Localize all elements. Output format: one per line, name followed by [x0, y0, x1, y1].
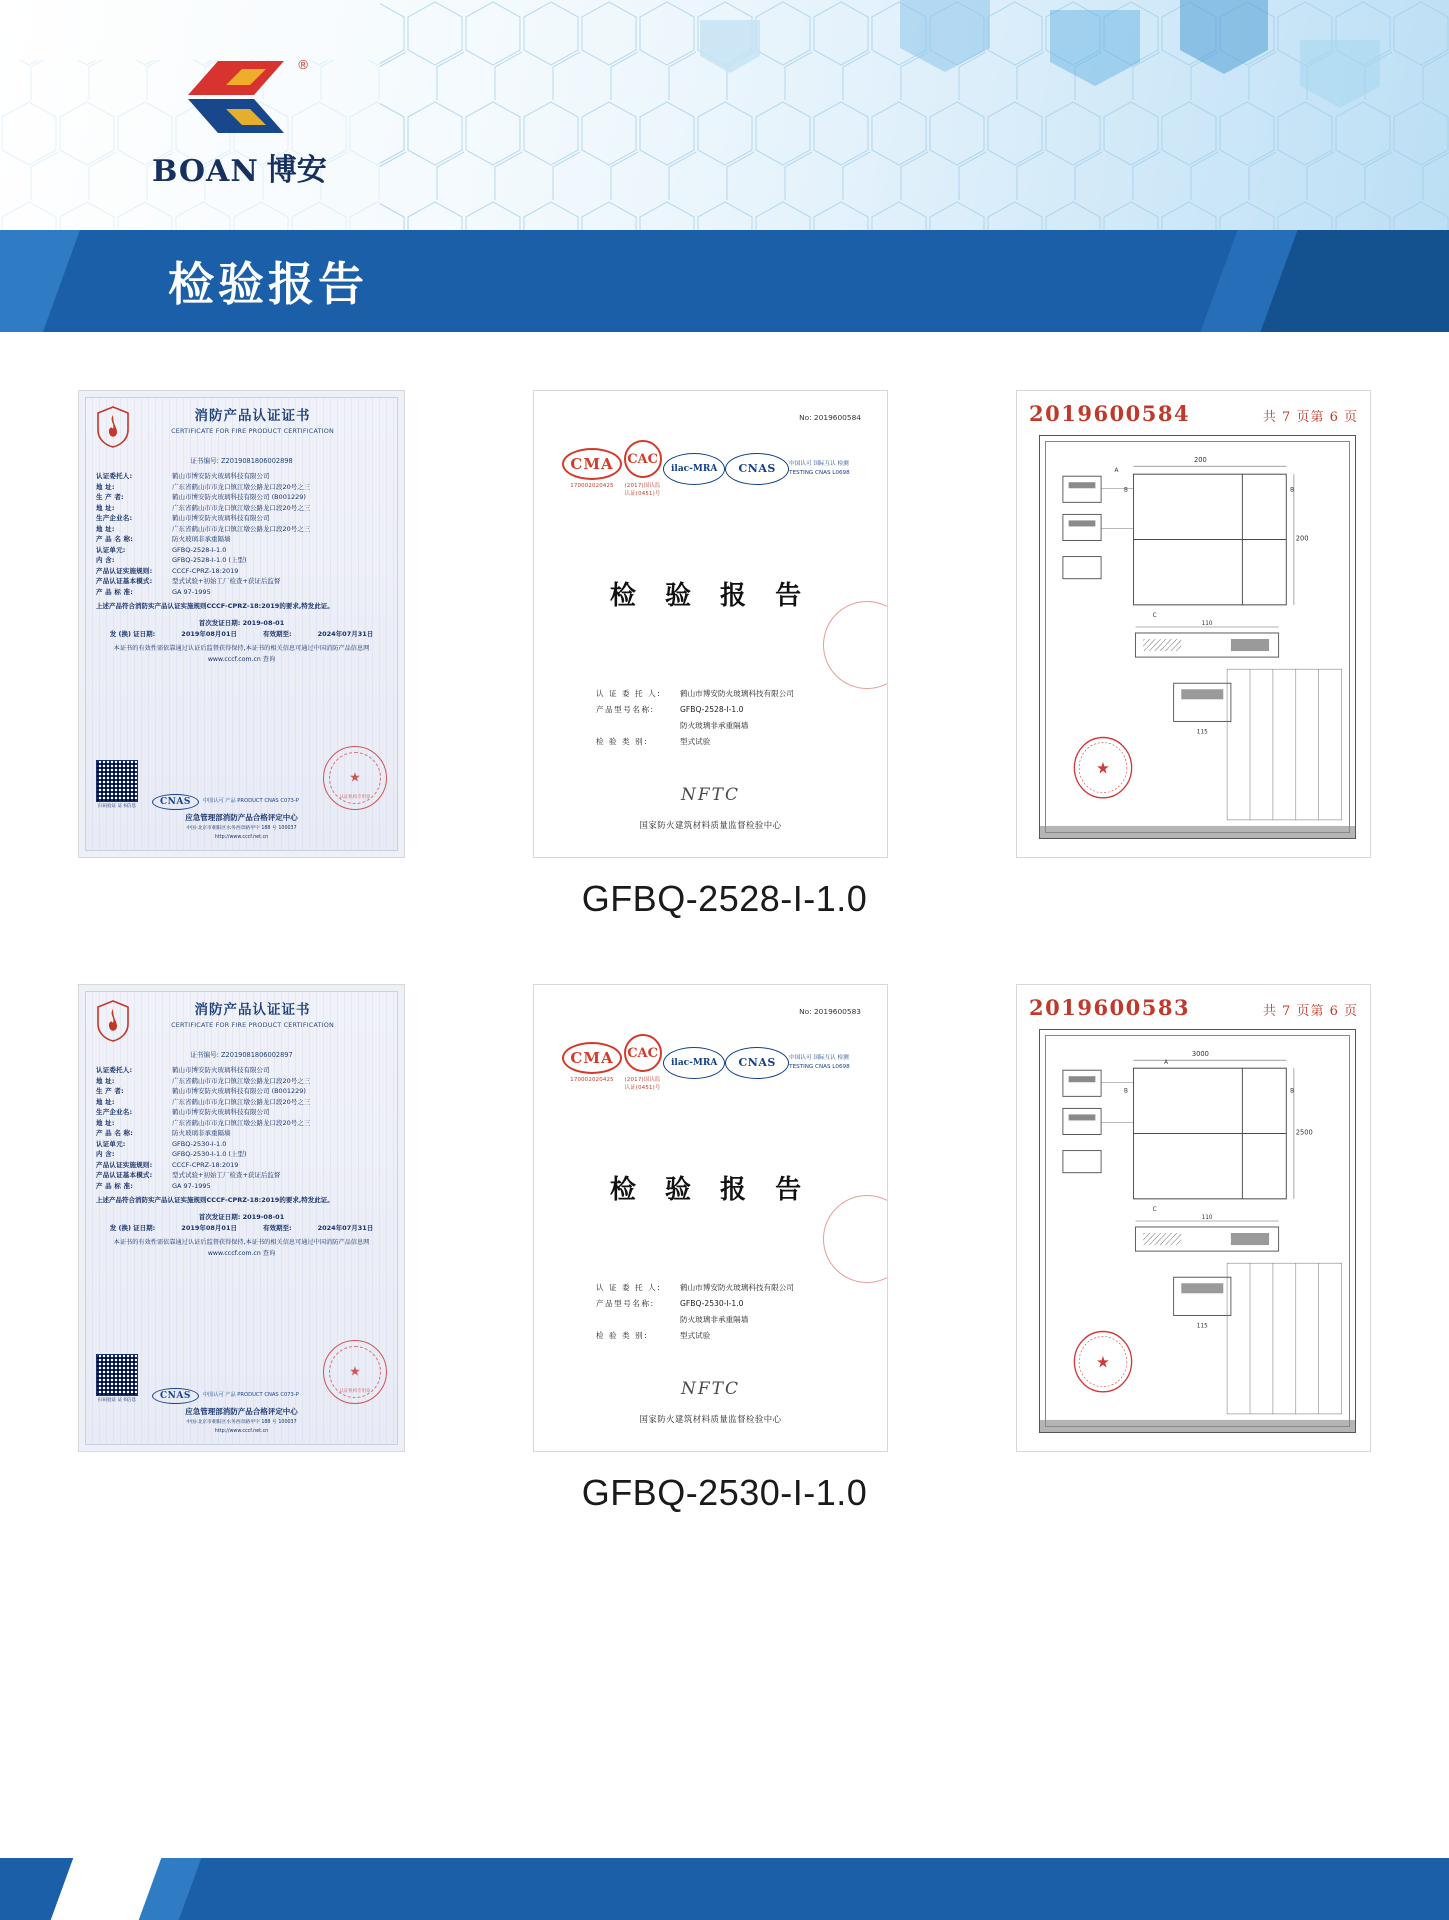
title-decor-left — [0, 230, 80, 332]
cert-field-value: 广东省鹤山市市龙口镇江墩公路龙口段20号之三 — [172, 503, 311, 512]
report-title-bar — [0, 230, 1449, 332]
cac-number: (2017)国认监认证(0451)号 — [624, 483, 661, 497]
cert-field — [96, 1086, 387, 1097]
cert-validity-note: 本证书的有效性需依靠通过认证后监督获得保持,本证书的相关信息可通过中国消防产品信息网 www.cccf.com.cn 查询 — [113, 645, 370, 664]
svg-text:A: A — [1164, 1060, 1169, 1067]
cert-valid-date: 2024年07月31日 — [317, 630, 374, 639]
certification-seal-icon: ★ 认证机构专用章 — [323, 1340, 387, 1404]
svg-text:B: B — [1290, 487, 1295, 494]
cert-field — [96, 1160, 387, 1171]
report-field — [596, 686, 861, 702]
report-field — [596, 734, 861, 750]
cert-field — [96, 1097, 387, 1108]
svg-text:110: 110 — [1201, 620, 1213, 627]
cac-number: (2017)国认监认证(0451)号 — [624, 1077, 661, 1091]
cert-field — [96, 1107, 387, 1118]
fire-emblem-icon — [96, 1000, 130, 1042]
cert-first-issue-label: 首次发证日期: — [198, 1212, 241, 1221]
report-field-value: GFBQ-2528-I-1.0 — [680, 704, 744, 714]
certification-seal-icon: ★ 认证机构专用章 — [323, 746, 387, 810]
issuer-website: http://www.cccf.net.cn — [214, 835, 269, 841]
report-field — [596, 1328, 861, 1344]
drawing-number: 2019600583 — [1029, 995, 1191, 1020]
cert-field — [96, 1139, 387, 1150]
cert-field — [96, 1118, 387, 1129]
cert-field-value: 鹤山市博安防火玻璃科技有限公司 — [172, 472, 270, 480]
report-no-value: 2019600584 — [813, 413, 861, 422]
cert-no-value: Z2019081806002898 — [221, 457, 293, 465]
report-field-key: 产品型号名称: — [596, 704, 655, 714]
certificate-group — [78, 984, 1371, 1514]
cert-field-key: 产品认证实施规则: — [96, 566, 153, 575]
cert-field-value: GFBQ-2530-I-1.0 (上型) — [172, 1150, 247, 1159]
cert-field-list — [96, 471, 387, 597]
cac-logo-icon: CAC — [624, 1034, 662, 1072]
svg-text:200: 200 — [1295, 534, 1309, 543]
report-field — [596, 1280, 861, 1296]
svg-text:3000: 3000 — [1191, 1049, 1209, 1059]
page-header — [0, 0, 1449, 230]
cert-field-key: 产 品 名 称: — [96, 535, 133, 544]
cert-field-key: 内 含: — [96, 1150, 115, 1159]
report-field-value: 鹤山市博安防火玻璃科技有限公司 — [680, 689, 794, 698]
svg-text:C: C — [1152, 1206, 1157, 1213]
cert-field — [96, 545, 387, 556]
svg-text:B: B — [1124, 487, 1128, 494]
cert-title-cn: 消防产品认证证书 — [194, 408, 311, 424]
report-field-subvalue: 防火玻璃非承重隔墙 — [680, 1314, 749, 1324]
cert-field-key: 认证委托人: — [96, 472, 133, 480]
svg-text:200: 200 — [1193, 455, 1207, 465]
brand-name-cn: 博安 — [266, 153, 327, 188]
cert-title-en: CERTIFICATE FOR FIRE PRODUCT CERTIFICATION — [171, 1021, 334, 1029]
cert-first-issue — [96, 618, 387, 630]
cert-field-key: 产品认证基本模式: — [96, 577, 153, 586]
svg-text:★: ★ — [1096, 758, 1110, 778]
ilac-mra-logo-icon: ilac-MRA — [663, 1047, 725, 1079]
cert-first-issue-date: 2019-08-01 — [242, 1212, 285, 1221]
technical-drawing-image[interactable] — [1016, 390, 1371, 858]
svg-text:110: 110 — [1201, 1214, 1213, 1221]
inspection-report-image[interactable] — [533, 390, 888, 858]
drawing-content-icon — [1040, 1030, 1355, 1432]
cert-field-value: 广东省鹤山市市龙口镇江墩公路龙口段20号之三 — [172, 1118, 311, 1127]
report-heading: 检 验 报 告 — [609, 1175, 812, 1205]
ilac-mra-logo-icon: ilac-MRA — [663, 453, 725, 485]
cert-field-value: GA 97-1995 — [172, 1181, 211, 1190]
svg-text:★: ★ — [1096, 1352, 1110, 1372]
cert-field-value: GFBQ-2528-I-1.0 — [172, 545, 227, 554]
cma-number: 170002020425 — [570, 483, 614, 489]
cert-first-issue-label: 首次发证日期: — [198, 618, 241, 627]
cma-logo-icon: CMA — [562, 1042, 622, 1074]
cert-valid-date: 2024年07月31日 — [317, 1224, 374, 1233]
cnas-logo-icon: CNAS — [725, 1047, 789, 1079]
cert-field — [96, 566, 387, 577]
nftc-logo: NFTC — [680, 785, 741, 805]
cert-first-issue-date: 2019-08-01 — [242, 618, 285, 627]
report-field-key: 认 证 委 托 人: — [596, 1283, 662, 1292]
cert-field-value: 广东省鹤山市市龙口镇江墩公路龙口段20号之三 — [172, 482, 311, 491]
report-field-list — [560, 686, 861, 750]
report-field-key: 产品型号名称: — [596, 1298, 655, 1308]
cert-field — [96, 503, 387, 514]
issuer-address: 中国·北京市朝阳区水务西章路甲字 188 号 100037 — [186, 825, 297, 831]
drawing-frame — [1039, 435, 1356, 839]
cert-field-key: 地 址: — [96, 1076, 115, 1085]
cert-field — [96, 1149, 387, 1160]
svg-text:B: B — [1290, 1088, 1295, 1095]
cert-field — [96, 482, 387, 493]
cert-field-value: 鹤山市博安防火玻璃科技有限公司 (B001229) — [172, 1087, 306, 1096]
brand-logo — [150, 55, 410, 189]
cert-no-label: 证书编号: — [190, 1051, 219, 1059]
cert-field-key: 产品认证基本模式: — [96, 1171, 153, 1180]
cert-field-value: 鹤山市博安防火玻璃科技有限公司 — [172, 1066, 270, 1074]
issuing-organization: 应急管理部消防产品合格评定中心 — [185, 812, 298, 822]
boan-logo-icon — [180, 55, 308, 139]
report-seal-icon — [823, 601, 888, 689]
cert-field-value: 鹤山市博安防火玻璃科技有限公司 (B001229) — [172, 493, 306, 502]
brand-name-en: BOAN — [152, 154, 259, 189]
cert-field-key: 认证单元: — [96, 1139, 126, 1148]
report-field — [596, 1296, 861, 1328]
cert-field — [96, 513, 387, 524]
report-heading: 检 验 报 告 — [609, 581, 812, 611]
cert-field-key: 地 址: — [96, 524, 115, 533]
cert-valid-label: 有效期至: — [262, 630, 292, 639]
cert-field — [96, 587, 387, 598]
cert-field-value: 防火玻璃非承重隔墙 — [172, 1129, 231, 1138]
svg-text:B: B — [1124, 1088, 1128, 1095]
group-caption: GFBQ-2528-I-1.0 — [581, 878, 868, 919]
cert-field-value: 广东省鹤山市市龙口镇江墩公路龙口段20号之三 — [172, 1097, 311, 1106]
issuer-address: 中国·北京市朝阳区水务西章路甲字 188 号 100037 — [186, 1419, 297, 1425]
report-field-value: 型式试验 — [680, 736, 711, 746]
cert-issue-label: 发 (换) 证日期: — [109, 630, 156, 639]
cnas-accreditation-text: 中国认可 产品 PRODUCT CNAS C073-P — [202, 1391, 299, 1398]
svg-text:A: A — [1114, 468, 1119, 475]
cert-field — [96, 555, 387, 566]
cert-note: 上述产品符合消防实产品认证实施规则CCCF-CPRZ-18:2019的要求,特发此证。 — [96, 1196, 334, 1205]
report-field-value: GFBQ-2530-I-1.0 — [680, 1298, 744, 1308]
cnas-testing-text: 中国认可 国际互认 检测 TESTING CNAS L0698 — [789, 1055, 850, 1070]
certificate-image[interactable] — [78, 984, 405, 1452]
cnas-logo-icon: CNAS — [152, 1388, 199, 1404]
cert-field — [96, 576, 387, 587]
cert-field-key: 地 址: — [96, 1118, 115, 1127]
cert-issue-date: 2019年08月01日 — [181, 630, 237, 639]
cma-number: 170002020425 — [570, 1077, 614, 1083]
cert-field-value: GFBQ-2530-I-1.0 — [172, 1139, 227, 1148]
report-field-key: 检 验 类 别: — [596, 1330, 649, 1340]
report-field-key: 认 证 委 托 人: — [596, 689, 662, 698]
drawing-page-indicator: 共 7 页第 6 页 — [1262, 1004, 1358, 1019]
cnas-logo-icon: CNAS — [152, 794, 199, 810]
group-caption: GFBQ-2530-I-1.0 — [581, 1472, 868, 1513]
cert-no-label: 证书编号: — [190, 457, 219, 465]
cma-logo-icon: CMA — [562, 448, 622, 480]
report-no-label: No: — [799, 413, 812, 422]
svg-text:2500: 2500 — [1295, 1128, 1313, 1137]
cert-field-key: 产品认证实施规则: — [96, 1160, 153, 1169]
svg-text:115: 115 — [1196, 729, 1208, 736]
cert-field-key: 生产企业名: — [96, 514, 133, 523]
cert-field-key: 生 产 者: — [96, 493, 124, 502]
report-seal-icon — [823, 1195, 888, 1283]
report-no-label: No: — [799, 1007, 812, 1016]
cert-field-key: 产 品 标 准: — [96, 587, 133, 596]
nftc-logo: NFTC — [680, 1379, 741, 1399]
cert-field-value: CCCF-CPRZ-18:2019 — [172, 1160, 239, 1169]
cert-field-key: 内 含: — [96, 556, 115, 565]
cert-field-value: 广东省鹤山市市龙口镇江墩公路龙口段20号之三 — [172, 524, 311, 533]
drawing-number: 2019600584 — [1029, 401, 1191, 426]
cert-first-issue — [96, 1212, 387, 1224]
registered-mark: ® — [298, 57, 308, 72]
cert-field-key: 地 址: — [96, 482, 115, 491]
fire-emblem-icon — [96, 406, 130, 448]
cert-field-value: CCCF-CPRZ-18:2019 — [172, 566, 239, 575]
cert-field-value: 型式试验+初始工厂检查+获证后监督 — [172, 1171, 281, 1180]
cert-field-list — [96, 1065, 387, 1191]
cert-field — [96, 1181, 387, 1192]
report-field-value: 鹤山市博安防火玻璃科技有限公司 — [680, 1283, 794, 1292]
cert-field — [96, 1128, 387, 1139]
svg-text:115: 115 — [1196, 1323, 1208, 1330]
inspection-report-image[interactable] — [533, 984, 888, 1452]
qr-code-icon[interactable] — [96, 1354, 138, 1396]
cert-field-key: 地 址: — [96, 1097, 115, 1106]
qr-caption: 扫码验证 证书信息 — [97, 803, 137, 809]
cert-issue-label: 发 (换) 证日期: — [109, 1224, 156, 1233]
cert-issue-date: 2019年08月01日 — [181, 1224, 237, 1233]
cert-field-value: 广东省鹤山市市龙口镇江墩公路龙口段20号之三 — [172, 1076, 311, 1085]
issuing-organization: 应急管理部消防产品合格评定中心 — [185, 1406, 298, 1416]
report-field-list — [560, 1280, 861, 1344]
issuer-website: http://www.cccf.net.cn — [214, 1429, 269, 1435]
nftc-organization: 国家防火建筑材料质量监督检验中心 — [639, 1414, 782, 1424]
cert-field — [96, 1076, 387, 1087]
accreditation-logos — [560, 1034, 861, 1091]
report-field — [596, 702, 861, 734]
page-title: 检验报告 — [168, 257, 368, 311]
drawing-frame — [1039, 1029, 1356, 1433]
document-body — [0, 390, 1449, 1514]
cert-field-key: 地 址: — [96, 503, 115, 512]
report-field-subvalue: 防火玻璃非承重隔墙 — [680, 720, 749, 730]
cert-field-value: 防火玻璃非承重隔墙 — [172, 535, 231, 544]
cert-field-key: 生 产 者: — [96, 1087, 124, 1096]
cert-field-value: GA 97-1995 — [172, 587, 211, 596]
page-footer — [0, 1858, 1449, 1920]
qr-code-icon[interactable] — [96, 760, 138, 802]
cert-field — [96, 492, 387, 503]
cert-field-key: 认证单元: — [96, 545, 126, 554]
cert-no-value: Z2019081806002897 — [221, 1051, 293, 1059]
cert-field — [96, 471, 387, 482]
cert-field-value: 鹤山市博安防火玻璃科技有限公司 — [172, 1108, 270, 1117]
drawing-content-icon — [1040, 436, 1355, 838]
cert-title-cn: 消防产品认证证书 — [194, 1002, 311, 1018]
certificate-group — [78, 390, 1371, 920]
certificate-image[interactable] — [78, 390, 405, 858]
accreditation-logos — [560, 440, 861, 497]
cnas-accreditation-text: 中国认可 产品 PRODUCT CNAS C073-P — [202, 797, 299, 804]
cert-field-value: 鹤山市博安防火玻璃科技有限公司 — [172, 514, 270, 523]
cert-field-value: 型式试验+初始工厂检查+获证后监督 — [172, 577, 281, 586]
nftc-organization: 国家防火建筑材料质量监督检验中心 — [639, 820, 782, 830]
cert-note: 上述产品符合消防实产品认证实施规则CCCF-CPRZ-18:2019的要求,特发此证。 — [96, 602, 334, 611]
cac-logo-icon: CAC — [624, 440, 662, 478]
cert-field-key: 产 品 标 准: — [96, 1181, 133, 1190]
report-no-value: 2019600583 — [813, 1007, 861, 1016]
cert-field — [96, 534, 387, 545]
cert-field-key: 产 品 名 称: — [96, 1129, 133, 1138]
cert-field — [96, 1065, 387, 1076]
cert-valid-label: 有效期至: — [262, 1224, 292, 1233]
cert-validity-note: 本证书的有效性需依靠通过认证后监督获得保持,本证书的相关信息可通过中国消防产品信息网 www.cccf.com.cn 查询 — [113, 1239, 370, 1258]
drawing-page-indicator: 共 7 页第 6 页 — [1262, 410, 1358, 425]
technical-drawing-image[interactable] — [1016, 984, 1371, 1452]
cnas-logo-icon: CNAS — [725, 453, 789, 485]
cnas-testing-text: 中国认可 国际互认 检测 TESTING CNAS L0698 — [789, 461, 850, 476]
seal-text: 认证机构专用章 — [339, 1388, 371, 1394]
cert-field-value: GFBQ-2528-I-1.0 (上型) — [172, 556, 247, 565]
report-field-key: 检 验 类 别: — [596, 736, 649, 746]
cert-field-key: 生产企业名: — [96, 1108, 133, 1117]
cert-field-key: 认证委托人: — [96, 1066, 133, 1074]
seal-text: 认证机构专用章 — [339, 794, 371, 800]
cert-title-en: CERTIFICATE FOR FIRE PRODUCT CERTIFICATION — [171, 427, 334, 435]
report-field-value: 型式试验 — [680, 1330, 711, 1340]
cert-field — [96, 1170, 387, 1181]
svg-text:C: C — [1152, 612, 1157, 619]
qr-caption: 扫码验证 证书信息 — [97, 1397, 137, 1403]
cert-field — [96, 524, 387, 535]
